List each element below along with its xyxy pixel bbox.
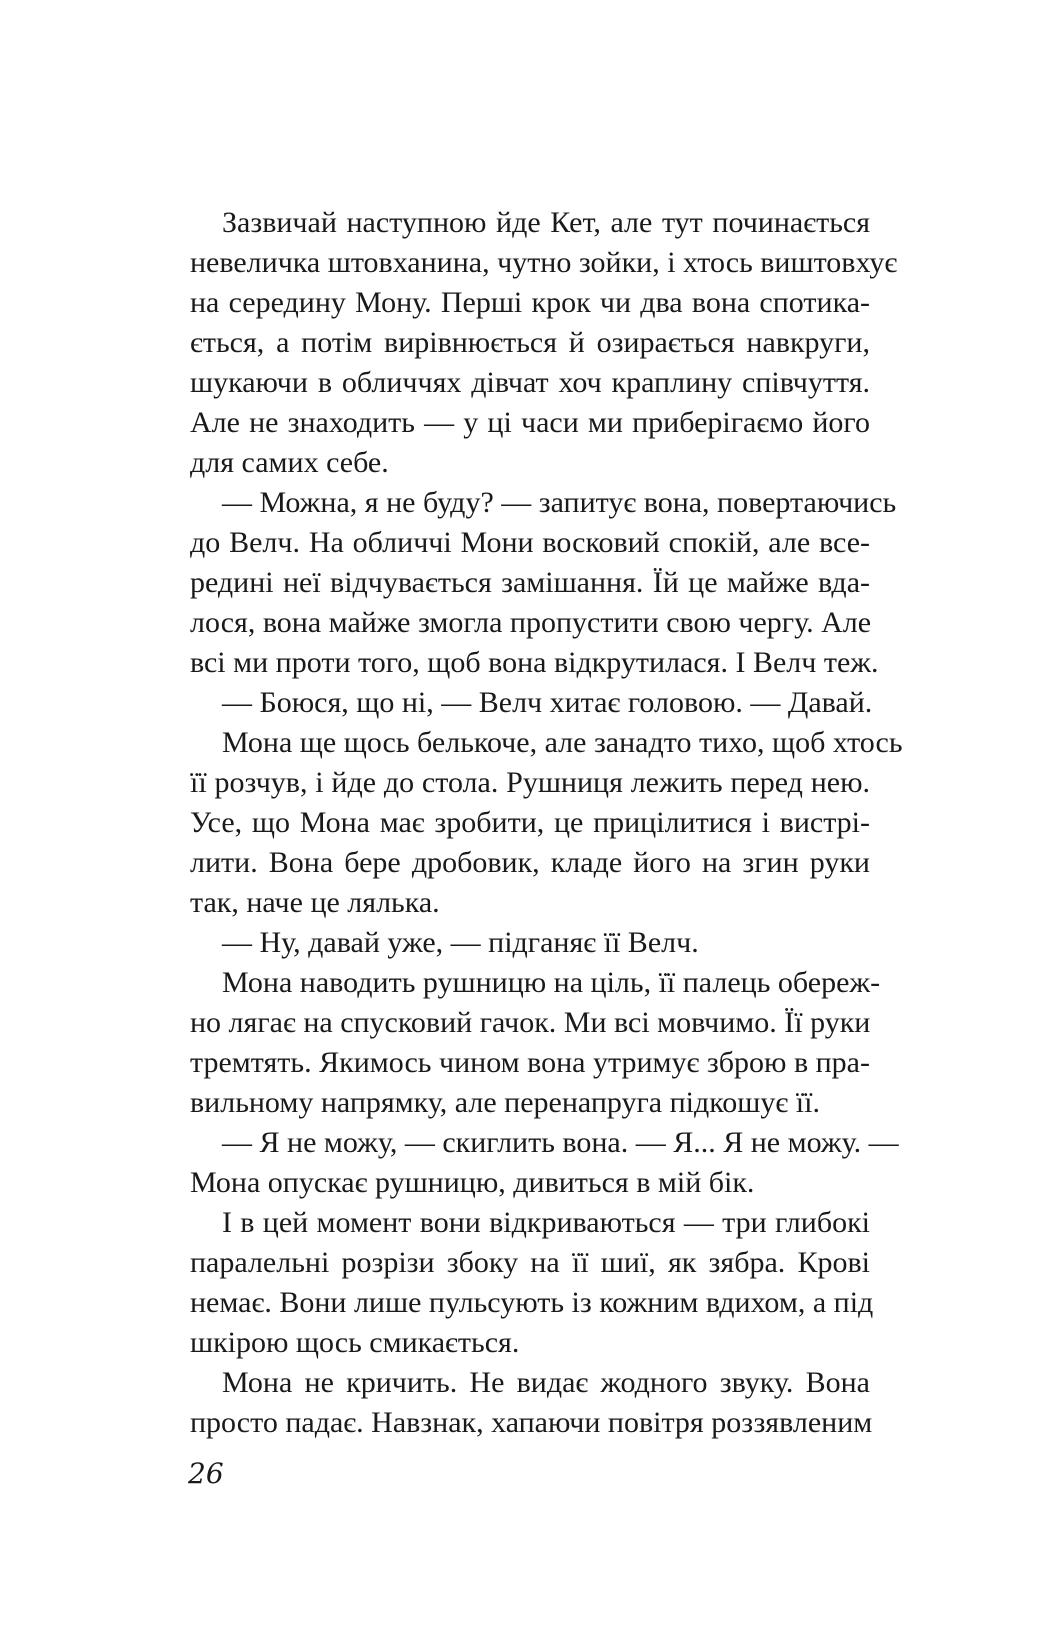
text-line: лити. Вона бере дробовик, кладе його на згин руки [190,846,870,879]
text-line: Мона наводить рушницю на ціль, її палець обереж- [222,966,881,999]
text-line: лося, вона майже змогла пропустити свою чергу. Але [190,606,872,639]
text-line: Усе, що Мона має зробити, це прицілитися і вистрі- [190,806,870,839]
text-line: всі ми проти того, щоб вона відкрутилася. І Велч теж. [190,646,879,679]
text-line: — Боюся, що ні, — Велч хитає головою. — Давай. [222,686,873,719]
text-line: Зазвичай наступною йде Кет, але тут починається [222,206,870,239]
text-line: паралельні розрізи збоку на її шиї, як зябра. Крові [190,1246,870,1279]
text-line: немає. Вони лише пульсують із кожним вдихом, а під [190,1286,874,1319]
text-line: шкірою щось смикається. [190,1326,520,1359]
text-line: Мона не кричить. Не видає жодного звуку. Вона [222,1366,870,1399]
text-line: для самих себе. [190,446,389,479]
text-line: Мона ще щось белькоче, але занадто тихо, щоб хтось [222,726,903,759]
text-line: І в цей момент вони відкриваються — три глибокі [222,1206,870,1239]
text-line: — Ну, давай уже, — підганяє її Велч. [222,926,699,959]
text-line: редині неї відчувається замішання. Їй це майже вда- [190,566,870,599]
text-line: її розчув, і йде до стола. Рушниця лежить перед нею. [190,766,870,799]
text-line: просто падає. Навзнак, хапаючи повітря роззявленим [190,1406,873,1439]
text-line: невеличка штовханина, чутно зойки, і хтось виштовхує [190,246,898,279]
text-line: на середину Мону. Перші крок чи два вона спотика- [190,286,870,319]
page-number: 26 [188,1457,224,1490]
text-line: ється, а потім вирівнюється й озирається навкруги, [190,326,870,359]
text-line: тремтять. Якимось чином вона утримує зброю в пра- [190,1046,870,1079]
text-line: вильному напрямку, але перенапруга підкошує її. [190,1086,820,1119]
text-line: до Велч. На обличчі Мони восковий спокій, але все- [190,526,870,559]
text-line: Мона опускає рушницю, дивиться в мій бік. [190,1166,755,1199]
text-line: — Можна, я не буду? — запитує вона, повертаючись [222,486,897,519]
text-line: но лягає на спусковий гачок. Ми всі мовчимо. Її руки [190,1006,871,1039]
text-line: Але не знаходить — у ці часи ми приберігаємо його [190,406,870,439]
text-line: так, наче це лялька. [190,886,440,919]
text-line: шукаючи в обличчях дівчат хоч краплину співчуття. [190,366,870,399]
text-line: — Я не можу, — скиглить вона. — Я... Я не можу. — [222,1126,899,1159]
page-body [190,203,903,1443]
